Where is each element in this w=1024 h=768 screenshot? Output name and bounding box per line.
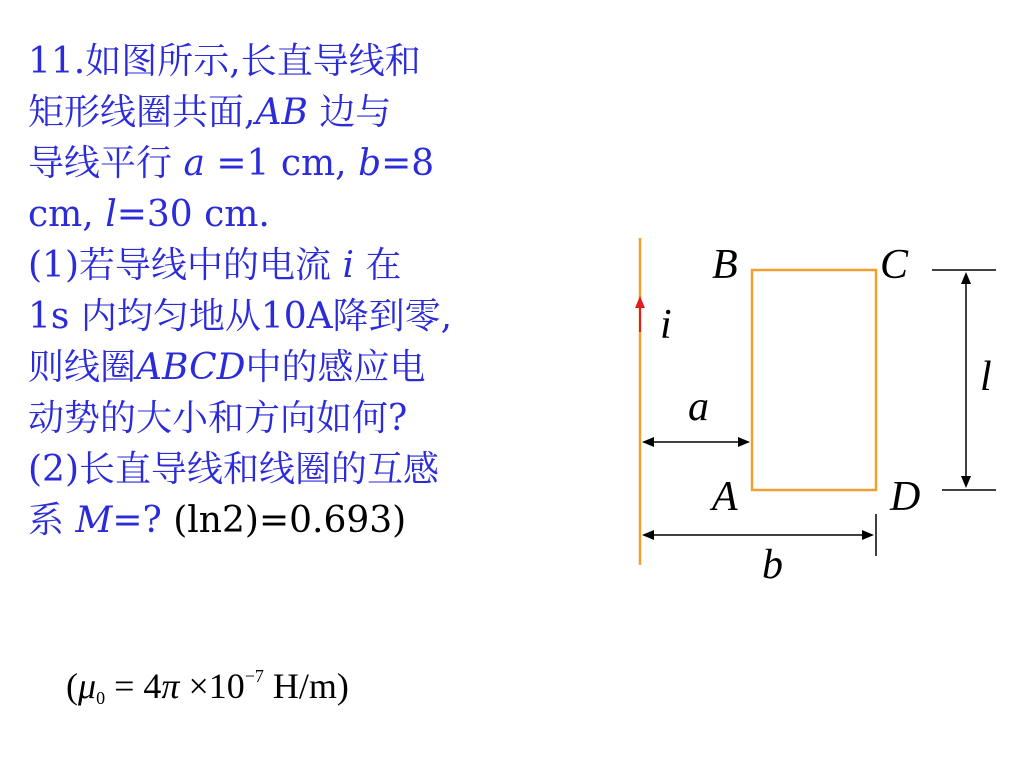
formula-paren: ( [66,666,78,706]
label-a: a [688,384,709,430]
var-l: l [105,194,117,235]
label-l: l [980,354,992,400]
text-segment: 边与 [307,92,392,133]
current-arrowhead-icon [635,296,645,308]
label-b: b [762,542,783,588]
label-C: C [880,242,909,288]
problem-line-1 [28,36,618,87]
label-i: i [660,302,672,348]
mu-symbol: μ [78,666,97,706]
formula-equals: = 4 [105,666,162,706]
arrowhead-icon [642,437,654,447]
ln2-value: (ln2)=0.693) [173,500,407,541]
text-segment: 动势的大小和方向如何? [28,398,408,439]
var-b: b [358,143,382,184]
problem-line-8 [28,393,618,444]
text-segment: =? [112,500,174,541]
text-segment: =30 cm. [116,194,270,235]
mu0-formula [66,665,349,709]
problem-line-10 [28,495,618,546]
text-segment: (1)若导线中的电流 [28,245,343,286]
problem-line-2 [28,87,618,138]
var-AB: AB [255,92,308,133]
problem-line-7 [28,342,618,393]
label-B: B [712,242,738,288]
text-segment: 则线圈 [28,347,137,388]
problem-line-3 [28,138,618,189]
label-D: D [890,474,921,520]
problem-text [28,36,618,546]
arrowhead-icon [961,476,971,488]
arrowhead-icon [961,272,971,284]
text-segment: 矩形线圈共面, [28,92,256,133]
formula-exponent: −7 [244,666,264,686]
mu-subscript: 0 [96,688,106,708]
problem-line-6 [28,291,618,342]
wire-loop-diagram [600,220,1010,600]
rectangular-loop [752,270,876,490]
label-A: A [712,474,738,520]
arrowhead-icon [642,530,654,540]
text-segment: 系 [28,500,76,541]
text-segment: 在 [353,245,402,286]
formula-times: ×10 [179,666,245,706]
var-a: a [183,143,205,184]
text-segment: 导线平行 [28,143,184,184]
var-ABCD: ABCD [136,347,246,388]
text-segment: cm, [28,194,106,235]
formula-unit: H/m) [263,666,349,706]
text-segment: 1s 内均匀地从10A降到零, [28,296,453,337]
text-segment: 11.如图所示,长直导线和 [28,41,421,82]
text-segment: 中的感应电 [245,347,426,388]
arrowhead-icon [738,437,750,447]
arrowhead-icon [862,530,874,540]
var-i: i [342,245,354,286]
text-segment: =8 [381,143,435,184]
problem-line-4 [28,189,618,240]
problem-line-9 [28,444,618,495]
text-segment: =1 cm, [204,143,359,184]
pi-symbol: π [161,666,180,706]
problem-line-5 [28,240,618,291]
text-segment: (2)长直导线和线圈的互感 [28,449,439,490]
var-M: M [75,500,113,541]
